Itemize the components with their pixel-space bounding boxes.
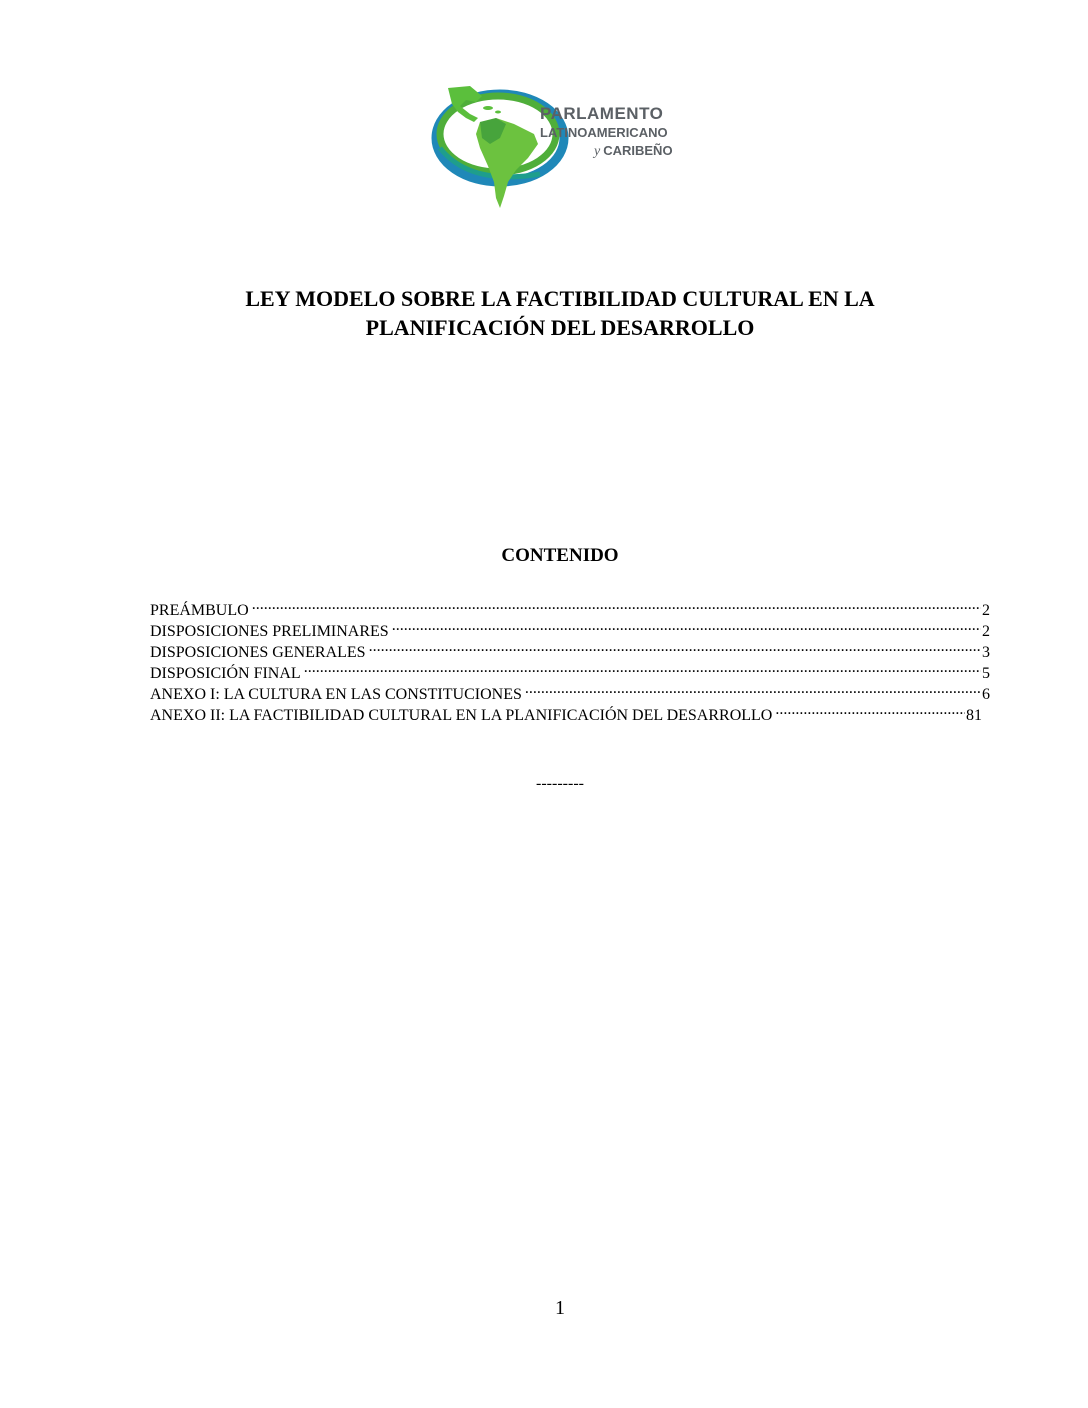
toc-entry-page: 81	[966, 707, 982, 724]
toc-dot-leader	[369, 636, 981, 657]
toc-entry-preambulo[interactable]	[150, 594, 990, 619]
toc-entry-page: 5	[982, 665, 990, 682]
toc-entry-page: 2	[982, 602, 990, 619]
logo-wordmark	[538, 104, 698, 161]
toc-entry-label: ANEXO I: LA CULTURA EN LAS CONSTITUCIONES	[150, 686, 522, 703]
toc-entry-label: DISPOSICIONES PRELIMINARES	[150, 623, 389, 640]
toc-dot-leader	[252, 594, 981, 615]
toc-entry-page: 6	[982, 686, 990, 703]
logo-text-y: y	[594, 144, 601, 159]
toc-entry-disposiciones-preliminares[interactable]	[150, 615, 990, 640]
logo-text-caribeno: CARIBEÑO	[603, 143, 673, 158]
toc-entry-label: PREÁMBULO	[150, 602, 249, 619]
document-title-line1: LEY MODELO SOBRE LA FACTIBILIDAD CULTURAL EN LA	[245, 286, 875, 311]
toc-dot-leader	[525, 678, 981, 699]
section-separator: ---------	[536, 775, 584, 792]
parlatino-logo	[430, 78, 700, 213]
toc-dot-leader	[304, 657, 981, 678]
toc-entry-label: DISPOSICIONES GENERALES	[150, 644, 366, 661]
logo-text-caribeno-line	[538, 142, 698, 161]
document-title-line2: PLANIFICACIÓN DEL DESARROLLO	[365, 315, 755, 340]
page-number: 1	[555, 1297, 565, 1319]
toc-entry-label: DISPOSICIÓN FINAL	[150, 665, 301, 682]
logo-text-latinoamericano: LATINOAMERICANO	[540, 125, 668, 140]
toc-entry-page: 3	[982, 644, 990, 661]
document-title	[100, 284, 1020, 342]
toc-entry-page: 2	[982, 623, 990, 640]
toc-entry-label: ANEXO II: LA FACTIBILIDAD CULTURAL EN LA PLANIFICACIÓN DEL DESARROLLO	[150, 707, 773, 724]
contents-heading: CONTENIDO	[501, 545, 619, 566]
logo-text-parlamento: PARLAMENTO	[540, 104, 664, 123]
toc-dot-leader	[775, 699, 965, 720]
toc-dot-leader	[392, 615, 981, 636]
table-of-contents	[150, 594, 990, 724]
